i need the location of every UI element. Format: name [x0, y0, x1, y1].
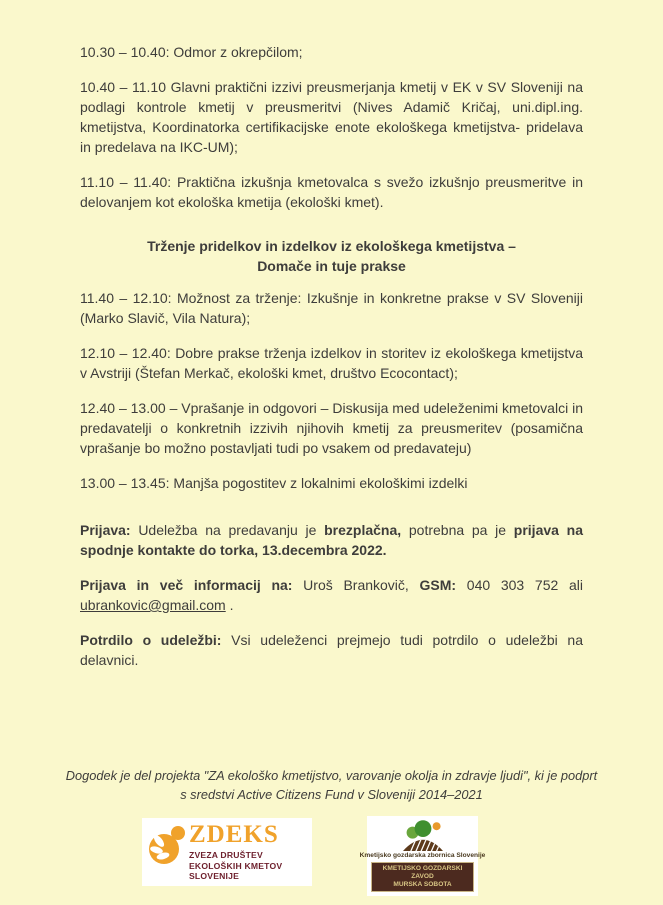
zdeks-subtitle-line2: EKOLOŠKIH KMETOV — [189, 860, 283, 871]
zdeks-logo-text — [189, 822, 282, 882]
agenda-item: 11.40 – 12.10: Možnost za trženje: Izkušnje in konkretne prakse v SV Sloveniji (Marko Slavič, Vila Natura); — [80, 290, 583, 326]
kgzs-banner-line2: MURSKA SOBOTA — [393, 881, 452, 888]
certificate-paragraph — [80, 630, 583, 670]
contact-text3: . — [225, 597, 234, 613]
registration-label: Prijava: — [80, 522, 131, 538]
agenda-item: 10.30 – 10.40: Odmor z okrepčilom; — [80, 44, 303, 60]
zdeks-subtitle — [189, 850, 282, 882]
zdeks-acronym: ZDEKS — [189, 821, 279, 848]
partner-logos — [0, 816, 663, 898]
registration-bold1: brezplačna, — [324, 522, 402, 538]
kgzs-banner — [371, 862, 474, 892]
section-heading-line2: Domače in tuje prakse — [257, 258, 406, 274]
program-content — [80, 42, 583, 685]
contact-gsm-label: GSM: — [419, 577, 457, 593]
wheat-icon — [148, 824, 186, 868]
contact-label: Prijava in več informacij na: — [80, 577, 293, 593]
project-funding-note-line1: Dogodek je del projekta "ZA ekološko kmetijstvo, varovanje okolja in zdravje ljudi", ki je podprt — [65, 768, 598, 783]
kgzs-banner-line1: KMETIJSKO GOZDARSKI ZAVOD — [382, 865, 463, 880]
agenda-item: 11.10 – 11.40: Praktična izkušnja kmetovalca s svežo izkušnjo preusmeritve in delovanjem kot ekološka kmetija (ekološki kmet). — [80, 174, 583, 210]
registration-text1: Udeležba na predavanju je — [130, 522, 325, 538]
project-funding-note-line2: s sredstvi Active Citizens Fund v Sloveniji 2014–2021 — [180, 787, 483, 802]
kgzs-caption: Kmetijsko gozdarska zbornica Slovenije — [359, 852, 486, 859]
kgzs-logo — [359, 816, 486, 896]
zdeks-subtitle-line1: ZVEZA DRUŠTEV — [189, 850, 263, 860]
agenda-item: 13.00 – 13.45: Manjša pogostitev z lokalnimi ekološkimi izdelki — [80, 475, 468, 491]
contact-email-link[interactable]: ubrankovic@gmail.com — [80, 597, 226, 613]
registration-paragraph — [80, 520, 583, 560]
contact-text1: Uroš Brankovič, — [292, 577, 420, 593]
section-heading — [80, 236, 583, 276]
agenda-item: 12.40 – 13.00 – Vprašanje in odgovori – Diskusija med udeleženimi kmetovalci in predavatelji o konkretnih izzivih njihovih kmetij za preusmeritev (posamična vprašanje bo možno postavljati tudi po vsakem od predavateju) — [80, 400, 583, 456]
field-trees-sun-icon — [395, 819, 451, 851]
section-heading-line1: Trženje pridelkov in izdelkov iz ekološkega kmetijstva – — [147, 238, 516, 254]
agenda-item: 10.40 – 11.10 Glavni praktični izzivi preusmerjanja kmetij v EK v SV Sloveniji na podlagi kontrole kmetij v preusmeritvi (Nives Adamič Kričaj, uni.dipl.ing. kmetijstva, Koordinatorka certifikacijske enote ekološkega kmetijstva- pridelava in predelava na IKC-UM); — [80, 79, 583, 155]
zdeks-subtitle-line3: SLOVENIJE — [189, 871, 240, 881]
zdeks-logo — [142, 818, 312, 886]
agenda-item: 12.10 – 12.40: Dobre prakse trženja izdelkov in storitev iz ekološkega kmetijstva v Avstriji (Štefan Merkač, ekološki kmet, društvo Ecocontact); — [80, 345, 583, 381]
registration-bold2: prijava na spodnje kontakte do torka, 13.decembra 2022. — [80, 522, 583, 558]
registration-text2: potrebna pa je — [401, 522, 514, 538]
project-funding-note — [40, 766, 623, 804]
certificate-text: Vsi udeleženci prejmejo tudi potrdilo o udeležbi na delavnici. — [80, 632, 583, 668]
contact-text2: 040 303 752 ali — [456, 577, 583, 593]
certificate-label: Potrdilo o udeležbi: — [80, 632, 222, 648]
contact-paragraph — [80, 575, 583, 615]
